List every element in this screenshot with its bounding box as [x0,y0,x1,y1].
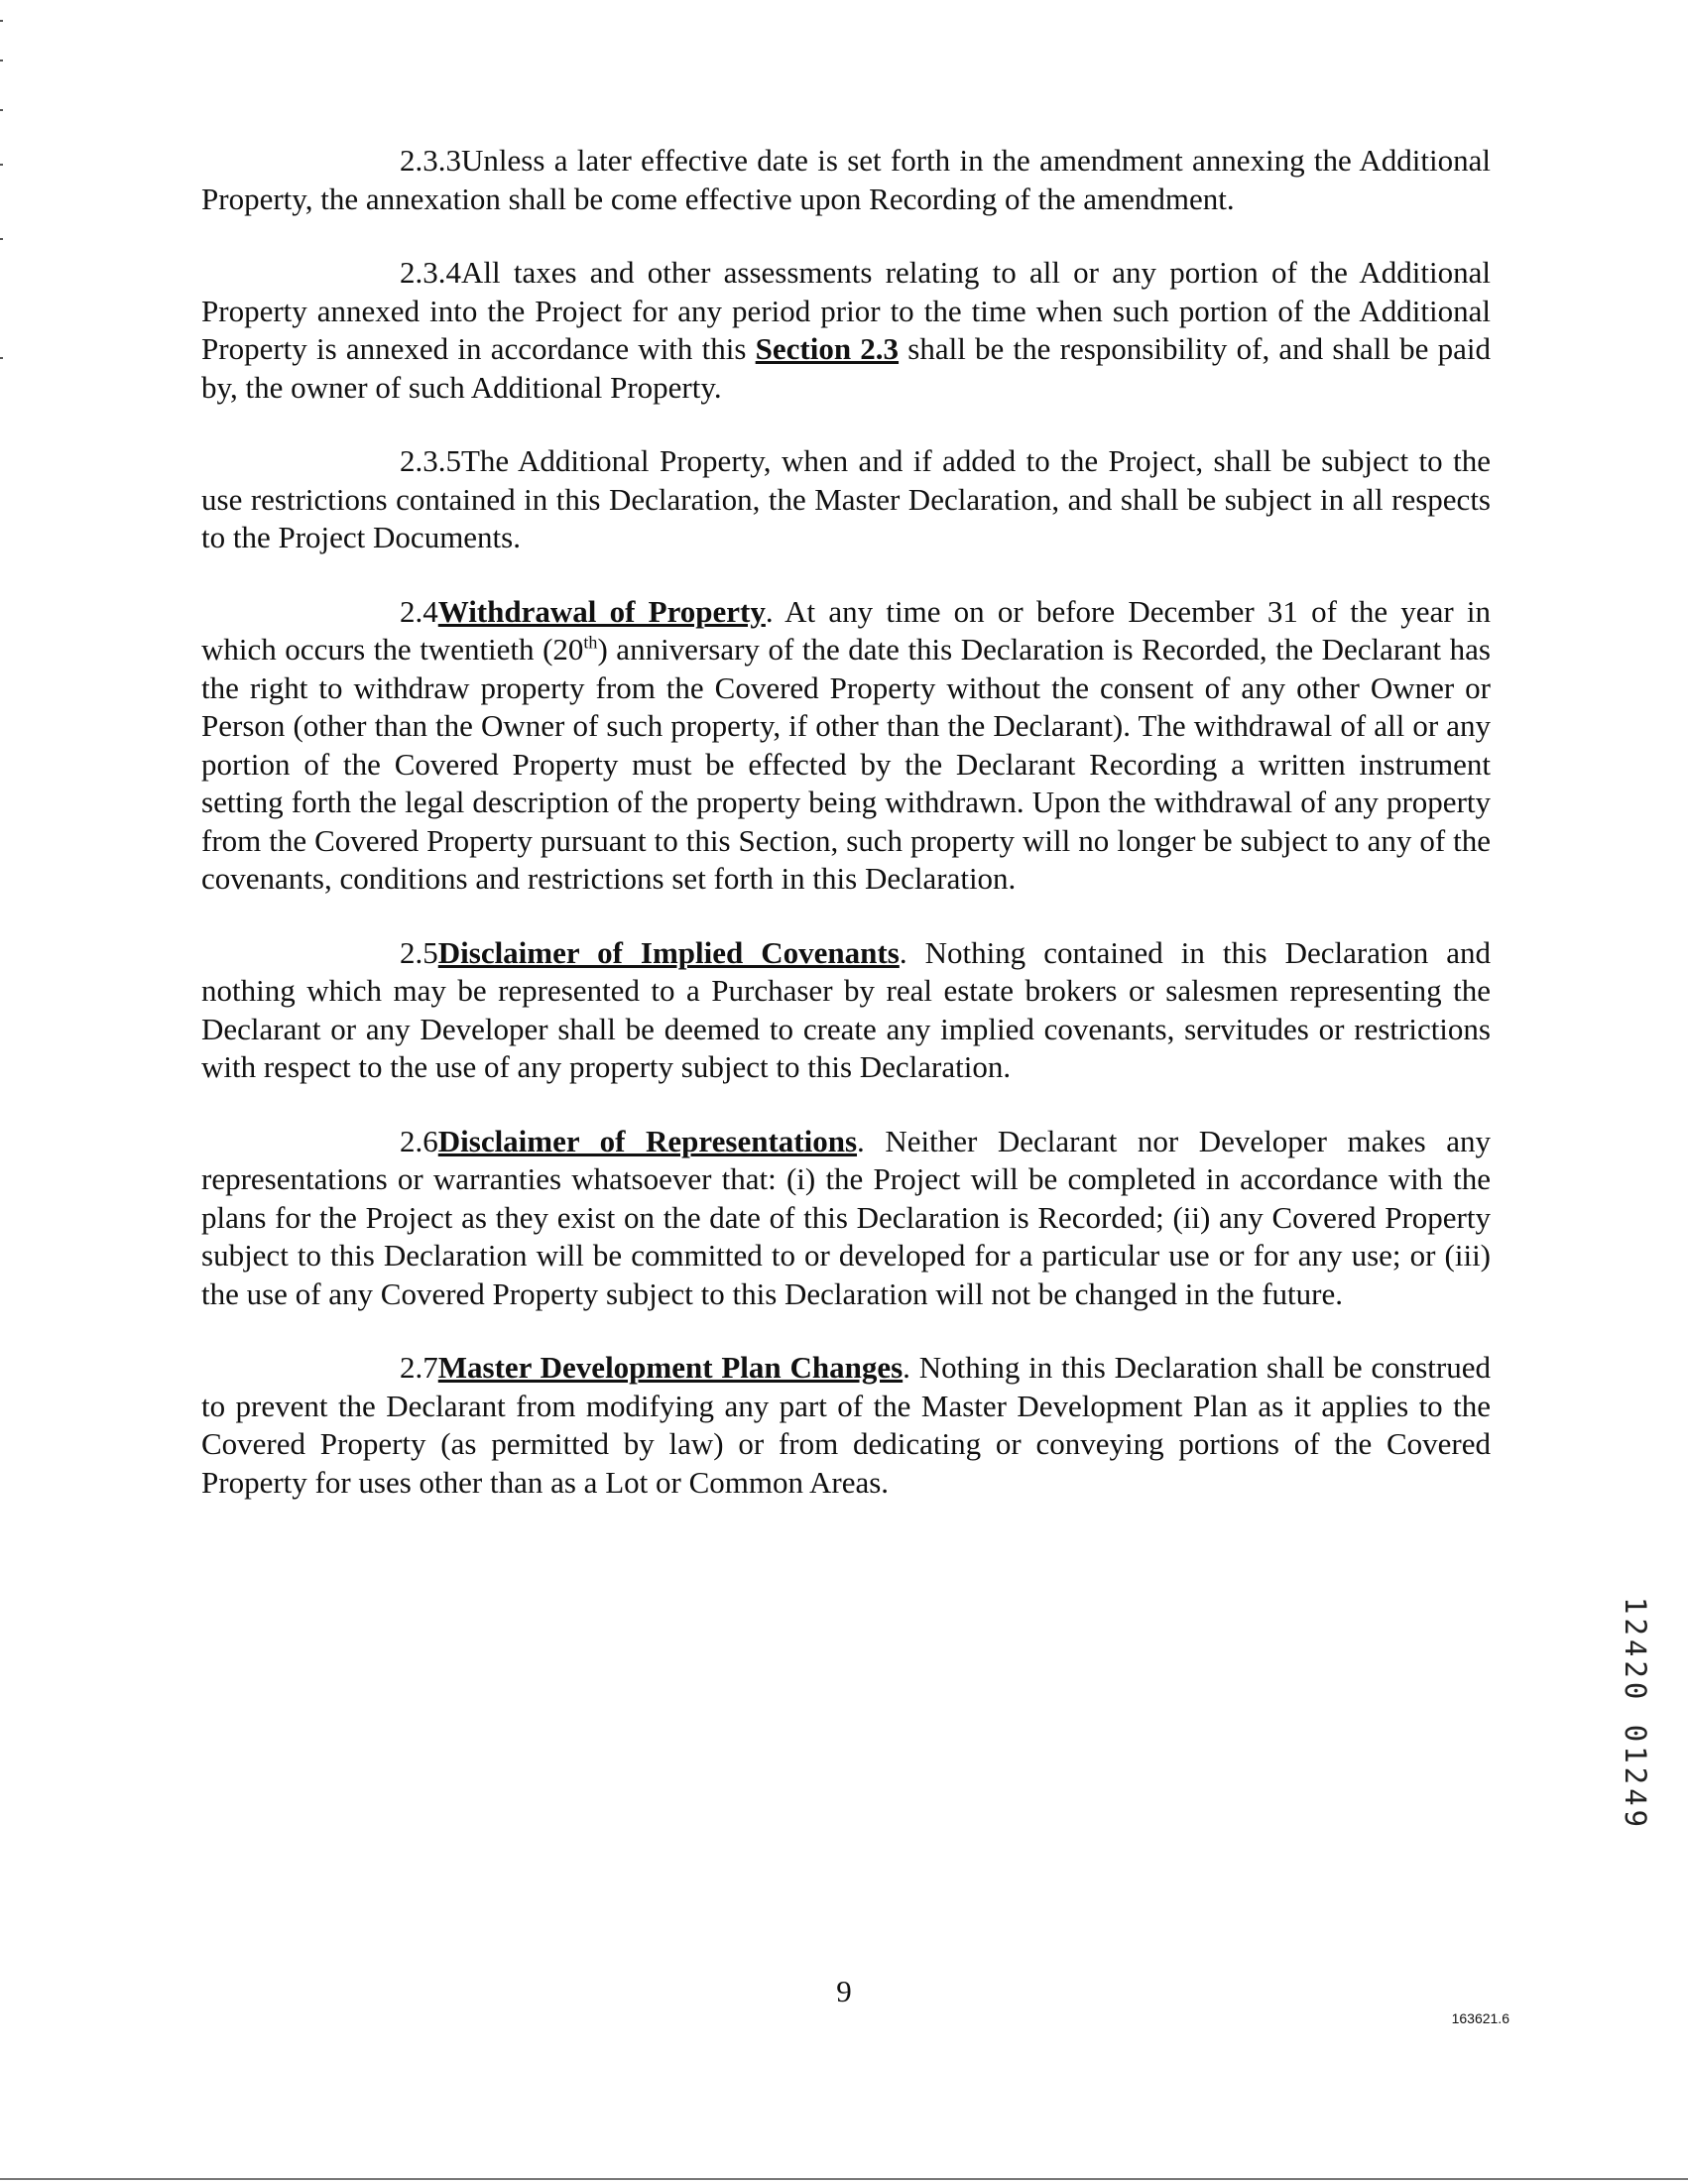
section-heading: Disclaimer of Representations [437,1123,858,1158]
section-reference: Section 2.3 [755,331,900,366]
paragraph-text: shall be the responsibility of, and shall be paid by, the owner of such Additional Property. [201,331,1492,405]
section-heading: Withdrawal of Property [437,593,766,629]
section-number: 2.6 [400,1123,438,1158]
paragraph-text: ) anniversary of the date this Declaration is Recorded, the Declarant has the right to withdraw property from the Covered Property without the consent of any other Owner or Person (other than the Owner of such property, if other than the Declarant). The withdrawal of all or any portion of the Covered Property must be effected by the Declarant Recording a written instrument setting forth the legal description of the property being withdrawn. Upon the withdrawal of any property from the Covered Property pursuant to this Section, such property will no longer be subject to any of the covenants, conditions and restrictions set forth in this Declaration. [201,632,1491,896]
paragraph-2-5 [201,934,1491,1087]
paragraph-text: . Neither Declarant nor Developer makes any representations or warranties whatsoever that: (i) the Project will be completed in accordance with the plans for the Project as they exist on the date of this Declaration is Recorded; (ii) any Covered Property subject to this Declaration will be committed to or developed for a particular use or for any use; or (iii) the use of any Covered Property subject to this Declaration will not be changed in the future. [201,1123,1491,1311]
paragraph-text: . Nothing contained in this Declaration and nothing which may be represented to a Purchaser by real estate brokers or salesmen representing the Declarant or any Developer shall be deemed to create any implied covenants, servitudes or restrictions with respect to the use of any property subject to this Declaration. [201,934,1491,1084]
paragraph-2-6 [201,1123,1491,1314]
document-body [201,142,1491,1537]
section-number: 2.3.5 [400,443,461,478]
paragraph-text: Unless a later effective date is set forth in the amendment annexing the Additional Property, the annexation shall be come effective upon Recording of the amendment. [201,143,1491,216]
paragraph-text: All taxes and other assessments relating to all or any portion of the Additional Property annexed into the Project for any period prior to the time when such portion of the Additional Property is annexed in accordance with this [201,255,1491,366]
section-heading: Master Development Plan Changes [437,1350,904,1385]
scan-edge-marks [0,0,3,397]
paragraph-text: . At any time on or before December 31 of the year in which occurs the twentieth (20 [201,593,1491,667]
recording-stamp: 12420 01249 [1619,1597,1652,1832]
paragraph-2-3-4 [201,254,1491,407]
section-number: 2.3.4 [400,255,461,290]
ordinal-suffix: th [583,632,598,653]
section-number: 2.4 [400,593,438,629]
paragraph-2-4 [201,593,1491,899]
paragraph-2-3-3 [201,142,1491,218]
paragraph-text: . Nothing in this Declaration shall be construed to prevent the Declarant from modifying any part of the Master Development Plan as it applies to the Covered Property (as permitted by law) or from dedicating or conveying portions of the Covered Property for uses other than as a Lot or Common Areas. [201,1350,1491,1500]
section-number: 2.3.3 [400,143,461,178]
scan-bottom-edge [0,2178,1688,2180]
paragraph-2-7 [201,1349,1491,1502]
document-id: 163621.6 [1451,2010,1509,2026]
section-number: 2.7 [400,1350,438,1385]
section-heading: Disclaimer of Implied Covenants [437,934,900,970]
page-number: 9 [836,1974,852,2008]
section-number: 2.5 [400,934,438,970]
paragraph-text: The Additional Property, when and if added to the Project, shall be subject to the use restrictions contained in this Declaration, the Master Declaration, and shall be subject in all respects to the Project Documents. [201,443,1491,554]
paragraph-2-3-5 [201,442,1491,557]
